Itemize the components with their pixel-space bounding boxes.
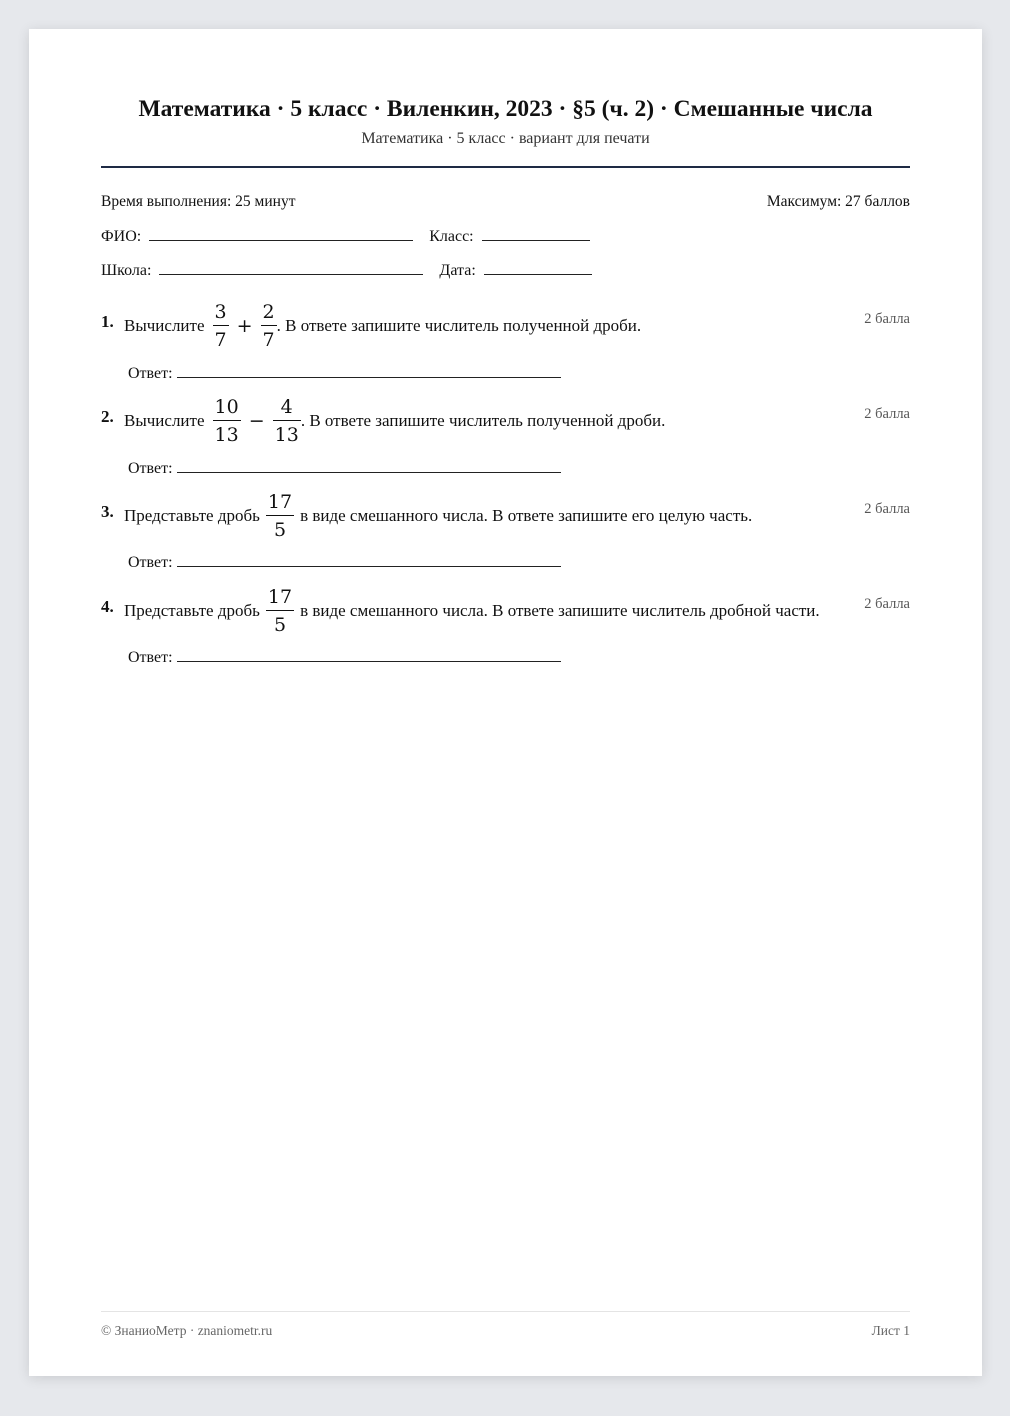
fraction-bar [213, 420, 241, 421]
answer-field[interactable] [177, 552, 561, 567]
task-statement [124, 301, 641, 351]
fraction-bar [213, 325, 229, 326]
fio-field[interactable] [149, 226, 413, 241]
numerator: 17 [267, 491, 293, 513]
task-points: 2 балла [864, 311, 910, 327]
task-text-after: в виде смешанного числа. В ответе запишите его целую часть. [300, 506, 753, 525]
answer-row [128, 458, 561, 478]
time-limit: Время выполнения: 25 минут [101, 193, 296, 210]
task-points: 2 балла [864, 596, 910, 612]
answer-field[interactable] [177, 647, 561, 662]
task-text-before: Представьте дробь [124, 601, 260, 620]
date-label: Дата: [439, 262, 476, 279]
fraction [213, 301, 229, 351]
task-text-before: Вычислите [124, 316, 205, 335]
fraction [273, 396, 301, 446]
task-number: 4. [101, 597, 114, 616]
task-number: 3. [101, 502, 114, 521]
numerator: 4 [280, 396, 293, 418]
denominator: 7 [214, 329, 227, 351]
denominator: 5 [273, 519, 287, 541]
answer-field[interactable] [177, 458, 561, 473]
page-content [101, 29, 910, 1376]
numerator: 2 [262, 301, 275, 323]
denominator: 13 [274, 424, 299, 446]
denominator: 7 [262, 329, 275, 351]
answer-row [128, 363, 561, 383]
operator: + [236, 315, 253, 337]
task-statement [124, 491, 752, 541]
numerator: 3 [214, 301, 227, 323]
class-field[interactable] [482, 226, 590, 241]
fraction-bar [266, 515, 294, 516]
copyright: © ЗнаниоМетр · znaniometr.ru [101, 1323, 273, 1338]
school-field[interactable] [159, 260, 423, 275]
page-footer [101, 1323, 910, 1339]
worksheet-page [29, 29, 982, 1376]
task-statement [124, 396, 665, 446]
task-4 [101, 586, 910, 676]
task-text-before: Представьте дробь [124, 506, 260, 525]
answer-label: Ответ: [128, 365, 173, 382]
fraction-bar [261, 325, 277, 326]
school-label: Школа: [101, 262, 152, 279]
operator: − [248, 410, 265, 432]
task-text-after: . В ответе запишите числитель полученной дроби. [300, 411, 666, 430]
answer-field[interactable] [177, 363, 561, 378]
fio-class-row [101, 226, 590, 246]
answer-label: Ответ: [128, 460, 173, 477]
task-points: 2 балла [864, 406, 910, 422]
task-number: 2. [101, 407, 114, 426]
numerator: 17 [267, 586, 293, 608]
fraction-bar [273, 420, 301, 421]
task-text-before: Вычислите [124, 411, 205, 430]
task-3 [101, 491, 910, 581]
denominator: 5 [273, 614, 287, 636]
task-points: 2 балла [864, 501, 910, 517]
fio-label: ФИО: [101, 228, 142, 245]
fraction [266, 586, 294, 636]
task-text-after: в виде смешанного числа. В ответе запишите числитель дробной части. [300, 601, 820, 620]
numerator: 10 [214, 396, 239, 418]
school-date-row [101, 260, 592, 280]
task-1 [101, 301, 910, 391]
date-field[interactable] [484, 260, 592, 275]
task-text-after: . В ответе запишите числитель полученной дроби. [276, 316, 642, 335]
denominator: 13 [214, 424, 239, 446]
class-label: Класс: [429, 228, 474, 245]
answer-row [128, 552, 561, 572]
footer-divider [101, 1311, 910, 1312]
task-number: 1. [101, 312, 114, 331]
fraction [261, 301, 277, 351]
meta-row [101, 193, 910, 211]
task-2 [101, 396, 910, 486]
page-subtitle: Математика · 5 класс · вариант для печати [361, 130, 650, 147]
header-divider [101, 166, 910, 168]
max-score: Максимум: 27 баллов [766, 193, 910, 210]
fraction [266, 491, 294, 541]
answer-label: Ответ: [128, 649, 173, 666]
page-title: Математика · 5 класс · Виленкин, 2023 · §5 (ч. 2) · Смешанные числа [138, 96, 873, 122]
answer-label: Ответ: [128, 554, 173, 571]
fraction-bar [266, 610, 294, 611]
fraction [213, 396, 241, 446]
sheet-number: Лист 1 [871, 1323, 910, 1338]
task-statement [124, 586, 820, 636]
answer-row [128, 647, 561, 667]
